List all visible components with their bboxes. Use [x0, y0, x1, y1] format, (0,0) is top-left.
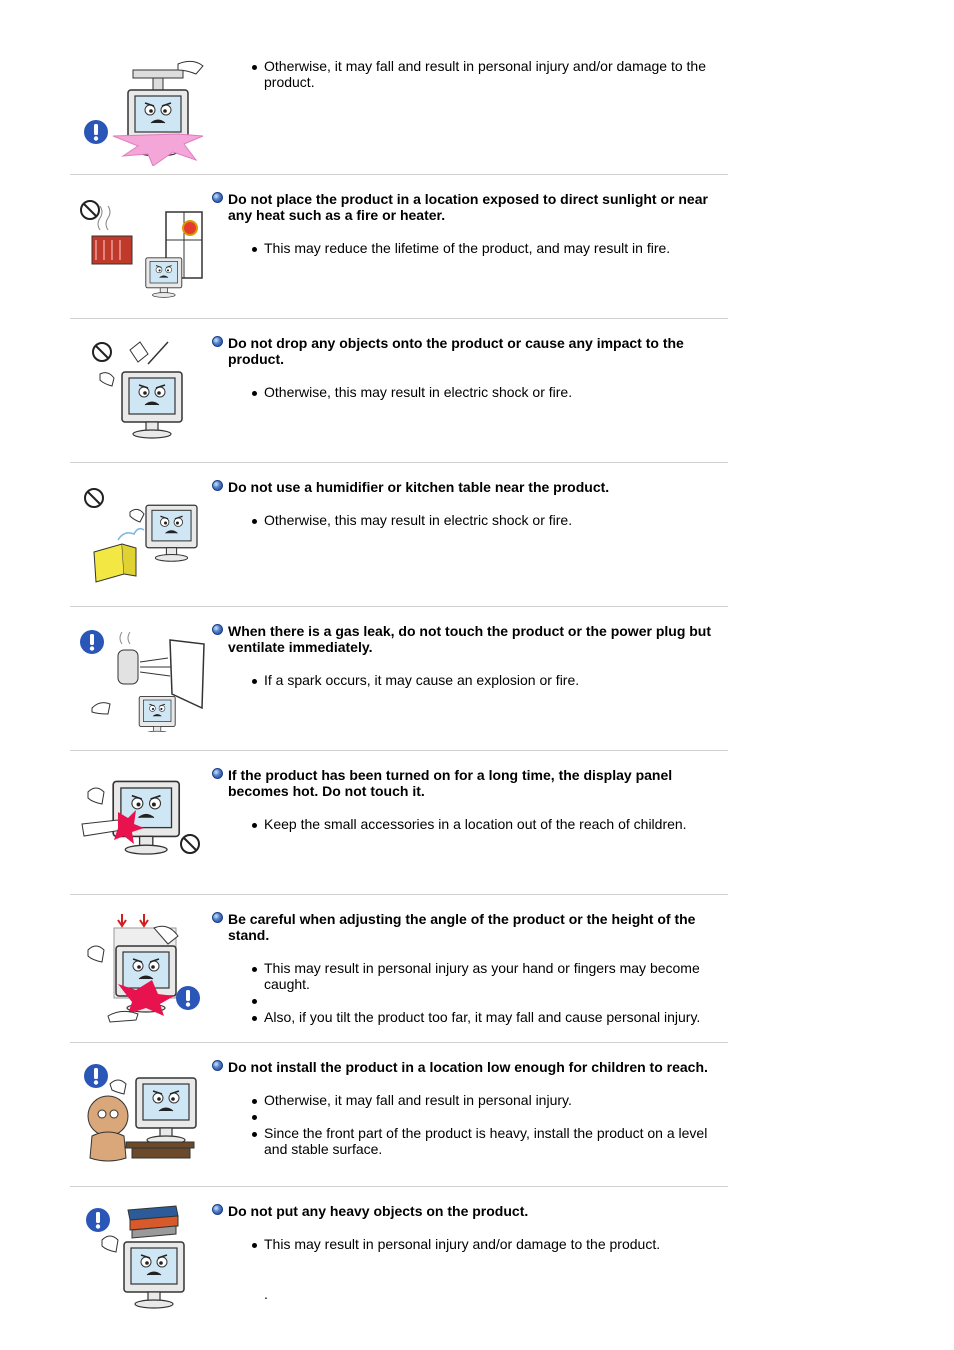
divider — [70, 606, 728, 607]
prohibited-icon — [81, 201, 99, 219]
warning-icon — [84, 120, 108, 144]
bullet-dot-icon — [212, 192, 223, 203]
section-heading: Do not place the product in a location exposed to direct sunlight or near any heat such as a fire or heater. — [212, 191, 728, 223]
section-heading: When there is a gas leak, do not touch the product or the power plug but ventilate immediately. — [212, 623, 728, 655]
safety-section — [70, 766, 728, 894]
list-item: Also, if you tilt the product too far, it may fall and cause personal injury. — [212, 1009, 728, 1025]
spacer — [212, 992, 728, 1009]
divider — [70, 750, 728, 751]
prohibited-icon — [181, 835, 199, 853]
warning-icon — [86, 1208, 110, 1232]
list-item: Otherwise, this may result in electric shock or fire. — [212, 384, 728, 400]
bullet-list — [212, 1092, 728, 1157]
list-item: This may result in personal injury as your hand or fingers may become caught. — [212, 960, 728, 992]
warning-icon — [80, 630, 104, 654]
bullet-list — [212, 960, 728, 1025]
bullet-dot-icon — [212, 1204, 223, 1215]
bullet-list — [212, 1236, 728, 1252]
list-item: Otherwise, it may fall and result in personal injury. — [212, 1092, 728, 1108]
divider — [70, 462, 728, 463]
list-item: If a spark occurs, it may cause an explosion or fire. — [212, 672, 728, 688]
safety-section — [70, 1202, 728, 1318]
warning-icon — [176, 986, 200, 1010]
bullet-dot-icon — [212, 768, 223, 779]
list-item: This may result in personal injury and/or damage to the product. — [212, 1236, 728, 1252]
prohibited-icon — [93, 343, 111, 361]
bullet-list — [212, 816, 728, 832]
bullet-dot-icon — [212, 336, 223, 347]
bullet-list — [212, 58, 728, 90]
bullet-dot-icon — [212, 912, 223, 923]
illustration-monitor-falling — [78, 56, 208, 166]
illustration-hot-panel — [78, 766, 208, 876]
bullet-dot-icon — [212, 480, 223, 491]
safety-section — [70, 622, 728, 750]
illustration-heavy-objects — [78, 1202, 208, 1312]
list-item: This may reduce the lifetime of the product, and may result in fire. — [212, 240, 728, 256]
section-heading: Do not put any heavy objects on the product. — [212, 1203, 728, 1219]
safety-section — [70, 334, 728, 462]
bullet-list — [212, 384, 728, 400]
illustration-object-drop — [78, 334, 208, 444]
bullet-list — [212, 240, 728, 256]
safety-section — [70, 190, 728, 318]
section-heading: Do not use a humidifier or kitchen table near the product. — [212, 479, 728, 495]
safety-section — [70, 1058, 728, 1186]
warning-icon — [84, 1064, 108, 1088]
trailing-mark: . — [264, 1286, 268, 1302]
list-item: Otherwise, it may fall and result in personal injury and/or damage to the product. — [212, 58, 728, 90]
spacer — [212, 1108, 728, 1125]
illustration-adjust-angle — [78, 910, 208, 1026]
list-item: Since the front part of the product is heavy, install the product on a level and stable surface. — [212, 1125, 728, 1157]
prohibited-icon — [85, 489, 103, 507]
safety-section — [70, 910, 728, 1042]
illustration-gas-leak — [78, 622, 208, 732]
divider — [70, 894, 728, 895]
section-heading: If the product has been turned on for a long time, the display panel becomes hot. Do not touch it. — [212, 767, 728, 799]
bullet-dot-icon — [212, 624, 223, 635]
illustration-child-reach — [78, 1058, 208, 1168]
divider — [70, 1186, 728, 1187]
section-heading: Do not drop any objects onto the product or cause any impact to the product. — [212, 335, 728, 367]
divider — [70, 174, 728, 175]
list-item: Otherwise, this may result in electric shock or fire. — [212, 512, 728, 528]
section-heading: Do not install the product in a location low enough for children to reach. — [212, 1059, 728, 1075]
divider — [70, 1042, 728, 1043]
illustration-humidifier — [78, 478, 208, 588]
safety-section — [70, 56, 728, 174]
list-item: Keep the small accessories in a location out of the reach of children. — [212, 816, 728, 832]
section-heading: Be careful when adjusting the angle of the product or the height of the stand. — [212, 911, 728, 943]
bullet-list — [212, 672, 728, 688]
divider — [70, 318, 728, 319]
illustration-heater-sunlight — [78, 190, 208, 300]
safety-section — [70, 478, 728, 606]
bullet-dot-icon — [212, 1060, 223, 1071]
bullet-list — [212, 512, 728, 528]
